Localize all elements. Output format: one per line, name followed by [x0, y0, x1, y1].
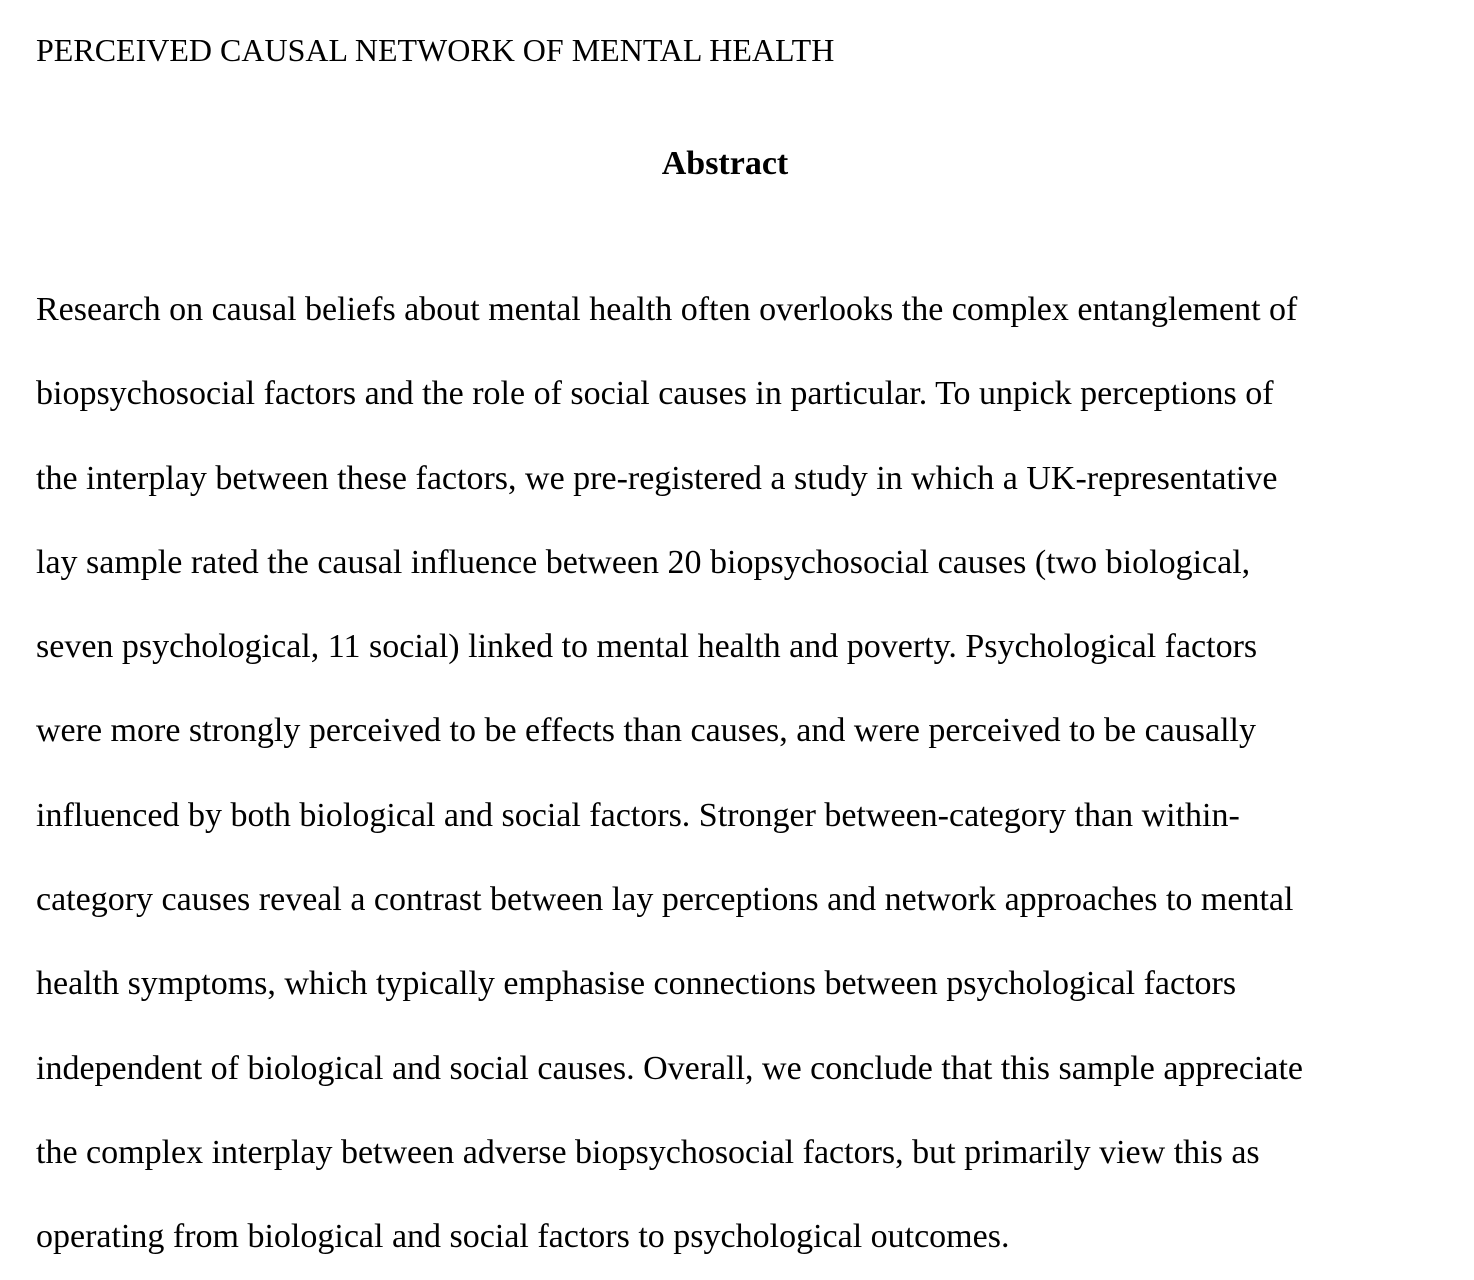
abstract-line: the interplay between these factors, we pre-registered a study in which a UK-representative	[36, 459, 1278, 497]
abstract-line: seven psychological, 11 social) linked to mental health and poverty. Psychological factors	[36, 628, 1258, 666]
abstract-line: biopsychosocial factors and the role of social causes in particular. To unpick perceptions of	[36, 375, 1274, 413]
abstract-line: health symptoms, which typically emphasise connections between psychological factors	[36, 965, 1237, 1003]
abstract-line: operating from biological and social factors to psychological outcomes.	[36, 1218, 1010, 1256]
abstract-heading: Abstract	[661, 145, 789, 182]
abstract-line: lay sample rated the causal influence between 20 biopsychosocial causes (two biological,	[36, 543, 1251, 581]
abstract-line: were more strongly perceived to be effects than causes, and were perceived to be causally	[36, 712, 1256, 750]
abstract-line: Research on causal beliefs about mental health often overlooks the complex entanglement of	[36, 291, 1298, 328]
running-head: PERCEIVED CAUSAL NETWORK OF MENTAL HEALTH	[36, 32, 835, 68]
abstract-line: category causes reveal a contrast between lay perceptions and network approaches to mental	[36, 881, 1294, 919]
abstract-line: influenced by both biological and social factors. Stronger between-category than within-	[36, 796, 1240, 834]
abstract-line: independent of biological and social causes. Overall, we conclude that this sample appreciate	[36, 1049, 1303, 1087]
abstract-body	[36, 268, 1456, 1280]
abstract-line: the complex interplay between adverse biopsychosocial factors, but primarily view this as	[36, 1133, 1260, 1171]
